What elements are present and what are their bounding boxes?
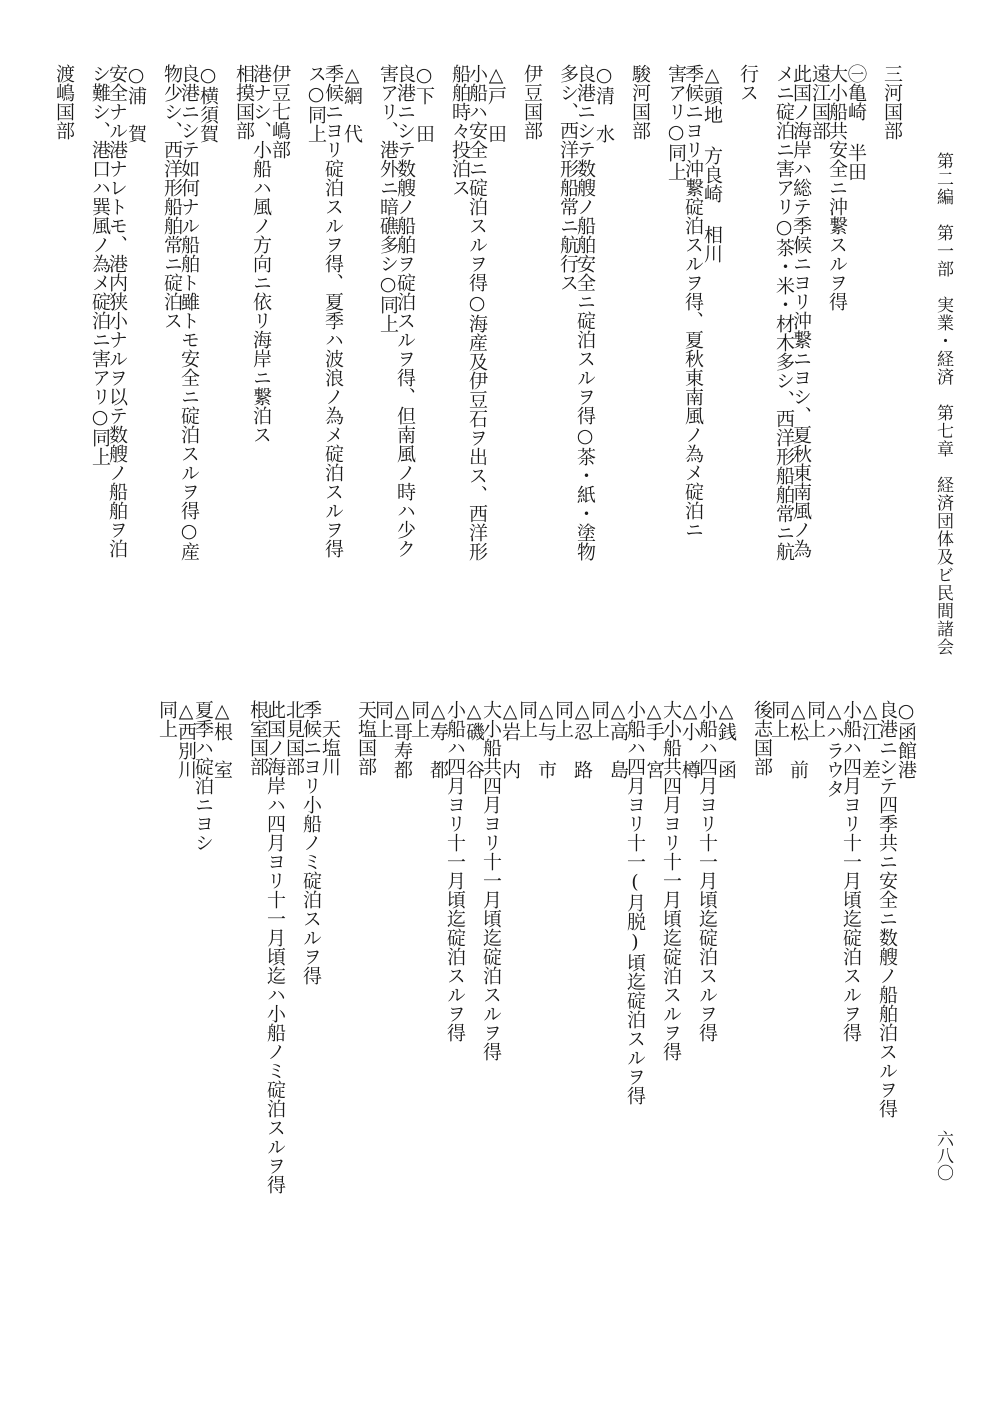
entry-line bbox=[466, 64, 507, 561]
entry-line bbox=[735, 700, 771, 1194]
entry-label: △松 前 bbox=[787, 700, 809, 779]
entry-line bbox=[840, 700, 881, 1194]
entry-text: 良港ニシテ数艘ノ船舶安全ニ碇泊スルヲ得○茶・紙・塗物 bbox=[574, 64, 596, 561]
entry-text: 同上 bbox=[588, 700, 610, 738]
port-entry bbox=[408, 700, 449, 1194]
entry-text: 同上 bbox=[552, 700, 574, 738]
entry-line bbox=[624, 700, 665, 1194]
entry-continuation-line bbox=[289, 64, 325, 561]
entry-line bbox=[768, 700, 809, 1194]
entry-line bbox=[106, 64, 147, 561]
entry-line bbox=[394, 64, 435, 561]
port-entry bbox=[865, 64, 901, 561]
entry-label: 駿河国部 bbox=[629, 64, 651, 140]
port-entry bbox=[876, 700, 917, 1194]
entry-label: 根室国部 bbox=[247, 700, 269, 776]
entry-label: △寿 都 bbox=[427, 700, 449, 779]
entry-label: △哥寿都 bbox=[391, 700, 413, 779]
port-entry bbox=[433, 64, 505, 561]
entry-text: 此国ノ海岸ハ総テ季候ニヨリ沖繋ニヨシ、夏秋東南風ノ為 bbox=[790, 64, 812, 558]
entry-line bbox=[339, 700, 375, 1194]
entry-text: 同上 bbox=[768, 700, 790, 738]
entry-label: △手 宮 bbox=[643, 700, 665, 779]
entry-label: ○下 田 bbox=[413, 64, 435, 143]
port-entry bbox=[826, 64, 867, 561]
entry-line bbox=[231, 700, 267, 1194]
entry-text: 安全ナル港ナレトモ、港内狭小ナルヲ以テ数艘ノ船舶ヲ泊 bbox=[106, 64, 128, 558]
entry-line bbox=[444, 700, 485, 1194]
port-entry bbox=[289, 64, 361, 561]
entry-label: ○函館港 bbox=[895, 700, 917, 779]
entry-label: △岩 内 bbox=[499, 700, 521, 779]
entry-text: 良港ニシテ如何ナル船舶ト雖トモ安全ニ碇泊スルヲ得○産 bbox=[178, 64, 200, 561]
entry-label: 遠江国部 bbox=[809, 64, 831, 140]
port-entry bbox=[624, 700, 665, 1194]
port-entry bbox=[480, 700, 521, 1194]
entry-label: 渡嶋国部 bbox=[53, 64, 75, 140]
entry-continuation-line bbox=[541, 64, 577, 561]
entry-label: ○横須賀 bbox=[197, 64, 219, 143]
entry-label: △西別川 bbox=[175, 700, 197, 779]
entry-label: △小 樽 bbox=[679, 700, 701, 779]
entry-line bbox=[682, 64, 723, 561]
entry-line bbox=[876, 700, 917, 1194]
entry-text: シ難シ、港口ハ巽風ノ為メ碇泊ニ害アリ○同上 bbox=[89, 64, 111, 466]
entry-text: 小船ハ四月ヨリ十一月頃迄碇泊スルヲ得 bbox=[444, 700, 466, 1042]
port-entry bbox=[588, 700, 629, 1194]
entry-text: 害アリ、港外ニ暗礁多シ○同上 bbox=[377, 64, 399, 333]
entry-text: 害アリ○同上 bbox=[665, 64, 687, 181]
port-entry bbox=[840, 700, 881, 1194]
port-entry bbox=[37, 64, 73, 561]
entry-text: 船舶時々投泊ス bbox=[449, 64, 471, 197]
entry-label: △江 差 bbox=[859, 700, 881, 779]
entry-line bbox=[322, 64, 363, 561]
entry-continuation-line bbox=[649, 64, 685, 561]
port-entry bbox=[660, 700, 701, 1194]
entry-label: △忍 路 bbox=[571, 700, 593, 779]
entry-text: ス○同上 bbox=[305, 64, 327, 143]
port-entry bbox=[192, 700, 233, 1194]
entry-continuation-line bbox=[757, 64, 793, 561]
port-entry bbox=[649, 64, 721, 561]
port-entry bbox=[768, 700, 809, 1194]
entry-label: 三河国部 bbox=[881, 64, 903, 140]
port-entry bbox=[250, 64, 291, 561]
entry-text: 小船ハ四月ヨリ十一月頃迄碇泊スルヲ得 bbox=[840, 700, 862, 1042]
upper-text-section bbox=[37, 64, 901, 561]
entry-label: 天塩国部 bbox=[355, 700, 377, 776]
running-header: 第二編 第一部 実業・経済 第七章 経済団体及ビ民間諸会 bbox=[933, 152, 953, 656]
entry-label: △網 代 bbox=[341, 64, 363, 143]
entry-text: 大小船共四月ヨリ十一月頃迄碇泊スルヲ得 bbox=[480, 700, 502, 1061]
entry-line bbox=[790, 64, 831, 561]
entry-label: △高 島 bbox=[607, 700, 629, 779]
port-entry bbox=[264, 700, 305, 1194]
port-entry bbox=[696, 700, 737, 1194]
entry-label: △頭地 方良崎 相川 bbox=[701, 64, 723, 263]
entry-label: 相摸国部 bbox=[233, 64, 255, 140]
entry-text: 小船ハ安全ニ碇泊スルヲ得○海産及伊豆石ヲ出ス、西洋形 bbox=[466, 64, 488, 561]
entry-text: 季候ニヨリ碇泊スルヲ得、夏季ハ波浪ノ為メ碇泊スルヲ得 bbox=[322, 64, 344, 558]
entry-continuation-line bbox=[433, 64, 469, 561]
entry-text: 季候ニヨリ沖繋碇泊スルヲ得、夏秋東南風ノ為メ碇泊ニ bbox=[682, 64, 704, 539]
entry-line bbox=[552, 700, 593, 1194]
entry-label: ○清 水 bbox=[593, 64, 615, 143]
entry-line bbox=[804, 700, 845, 1194]
entry-continuation-line bbox=[73, 64, 109, 561]
entry-line bbox=[192, 700, 233, 1194]
entry-text: 同上 bbox=[516, 700, 538, 738]
entry-line bbox=[516, 700, 557, 1194]
port-entry bbox=[372, 700, 413, 1194]
entry-text: 大小船共安全ニ沖繋スルヲ得 bbox=[826, 64, 848, 311]
entry-line bbox=[865, 64, 901, 561]
entry-line bbox=[696, 700, 737, 1194]
entry-text: 物少シ、西洋形船舶常ニ碇泊ス bbox=[161, 64, 183, 330]
entry-line bbox=[217, 64, 253, 561]
entry-line bbox=[250, 64, 291, 561]
entry-label: △与 市 bbox=[535, 700, 557, 779]
entry-label: △ハラウタ bbox=[823, 700, 845, 798]
entry-label: △磯 谷 bbox=[463, 700, 485, 779]
entry-text: 同上 bbox=[156, 700, 178, 738]
page-number: 六八〇 bbox=[933, 1130, 953, 1181]
port-entry bbox=[735, 700, 771, 1194]
entry-label: △戸 田 bbox=[485, 64, 507, 143]
port-entry bbox=[721, 64, 829, 561]
entry-line bbox=[574, 64, 615, 561]
entry-line bbox=[37, 64, 73, 561]
entry-label: ○浦 賀 bbox=[125, 64, 147, 143]
entry-label: ㊀亀崎 半田 bbox=[845, 64, 867, 181]
entry-continuation-line bbox=[361, 64, 397, 561]
entry-line bbox=[408, 700, 449, 1194]
entry-text: 季候ニヨリ小船ノミ碇泊スルヲ得 bbox=[300, 700, 322, 985]
port-entry bbox=[339, 700, 375, 1194]
entry-text: メニ碇泊ニ害アリ○茶・米・材木多シ、西洋形船舶常ニ航 bbox=[773, 64, 795, 561]
entry-text: 港ナシ、小船ハ風ノ方向ニ依リ海岸ニ繋泊ス bbox=[250, 64, 272, 444]
entry-line bbox=[588, 700, 629, 1194]
entry-text: 行ス bbox=[737, 64, 759, 102]
port-entry bbox=[613, 64, 649, 561]
port-entry bbox=[231, 700, 267, 1194]
entry-label: 伊豆七嶋部 bbox=[269, 64, 291, 159]
entry-text: 良港ニシテ四季共ニ安全ニ数艘ノ船舶泊スルヲ得 bbox=[876, 700, 898, 1118]
entry-line bbox=[264, 700, 305, 1194]
port-entry bbox=[804, 700, 845, 1194]
entry-label: 伊豆国部 bbox=[521, 64, 543, 140]
entry-label: 天塩川 bbox=[319, 700, 341, 776]
port-entry bbox=[145, 64, 217, 561]
entry-text: 小船ハ四月ヨリ十一(月脱)頃迄碇泊スルヲ得 bbox=[624, 700, 646, 1105]
entry-text: 多シ、西洋形船常ニ航行ス bbox=[557, 64, 579, 292]
entry-text: 同上 bbox=[408, 700, 430, 738]
entry-line bbox=[826, 64, 867, 561]
entry-text: 同上 bbox=[804, 700, 826, 738]
entry-label: 北見国部 bbox=[283, 700, 305, 776]
entry-label: △根 室 bbox=[211, 700, 233, 779]
entry-text: 夏季ハ碇泊ニヨシ bbox=[192, 700, 214, 852]
entry-text: 大小船共四月ヨリ十一月頃迄碇泊スルヲ得 bbox=[660, 700, 682, 1061]
port-entry bbox=[541, 64, 613, 561]
entry-line bbox=[372, 700, 413, 1194]
entry-continuation-line bbox=[721, 64, 757, 561]
port-entry bbox=[73, 64, 145, 561]
entry-label: △銭 函 bbox=[715, 700, 737, 779]
entry-text: 良港ニシテ数艘ノ船舶ヲ碇泊スルヲ得、但南風ノ時ハ少ク bbox=[394, 64, 416, 558]
lower-text-section bbox=[156, 700, 917, 1194]
port-entry bbox=[361, 64, 433, 561]
entry-text: 小船ハ四月ヨリ十一月頃迄碇泊スルヲ得 bbox=[696, 700, 718, 1042]
entry-line bbox=[660, 700, 701, 1194]
entry-line bbox=[613, 64, 649, 561]
entry-line bbox=[300, 700, 341, 1194]
entry-line bbox=[156, 700, 197, 1194]
port-entry bbox=[217, 64, 253, 561]
entry-continuation-line bbox=[145, 64, 181, 561]
entry-line bbox=[178, 64, 219, 561]
port-entry bbox=[156, 700, 197, 1194]
port-entry bbox=[552, 700, 593, 1194]
port-entry bbox=[444, 700, 485, 1194]
port-entry bbox=[300, 700, 341, 1194]
port-entry bbox=[505, 64, 541, 561]
entry-text: 同上 bbox=[372, 700, 394, 738]
port-entry bbox=[516, 700, 557, 1194]
entry-line bbox=[480, 700, 521, 1194]
entry-label: 後志国部 bbox=[751, 700, 773, 776]
entry-text: 此国ノ海岸ハ四月ヨリ十一月頃迄ハ小船ノミ碇泊スルヲ得 bbox=[264, 700, 286, 1194]
entry-line bbox=[505, 64, 541, 561]
